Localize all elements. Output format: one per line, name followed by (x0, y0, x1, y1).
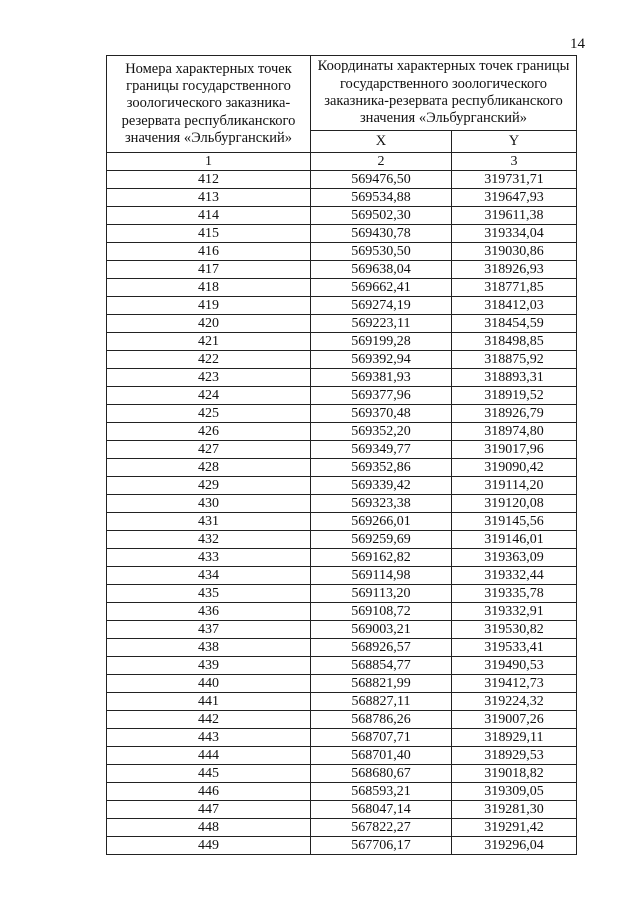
x-coordinate-cell: 567706,17 (311, 837, 452, 855)
point-number-cell: 425 (107, 405, 311, 423)
y-coordinate-cell: 318974,80 (452, 423, 577, 441)
y-coordinate-cell: 319412,73 (452, 675, 577, 693)
table-row (107, 207, 577, 225)
point-number-cell: 441 (107, 693, 311, 711)
x-coordinate-cell: 569113,20 (311, 585, 452, 603)
y-coordinate-cell: 318875,92 (452, 351, 577, 369)
point-number-cell: 433 (107, 549, 311, 567)
y-coordinate-cell: 319018,82 (452, 765, 577, 783)
y-coordinate-cell: 319332,91 (452, 603, 577, 621)
table-row (107, 783, 577, 801)
point-number-cell: 429 (107, 477, 311, 495)
x-coordinate-cell: 568854,77 (311, 657, 452, 675)
x-coordinate-cell: 568047,14 (311, 801, 452, 819)
header-coordinates: Координаты характерных точек границы государственного зоологического заказника-резервата республиканского значения «Эльбурганский» (311, 56, 577, 131)
y-coordinate-cell: 319291,42 (452, 819, 577, 837)
point-number-cell: 422 (107, 351, 311, 369)
table-row (107, 693, 577, 711)
x-coordinate-cell: 568926,57 (311, 639, 452, 657)
column-numbers-row (107, 153, 577, 171)
x-coordinate-cell: 569259,69 (311, 531, 452, 549)
x-coordinate-cell: 569162,82 (311, 549, 452, 567)
x-coordinate-cell: 568701,40 (311, 747, 452, 765)
column-number-1: 1 (107, 153, 311, 171)
point-number-cell: 431 (107, 513, 311, 531)
table-row (107, 567, 577, 585)
y-coordinate-cell: 319017,96 (452, 441, 577, 459)
point-number-cell: 426 (107, 423, 311, 441)
column-number-3: 3 (452, 153, 577, 171)
table-row (107, 603, 577, 621)
point-number-cell: 423 (107, 369, 311, 387)
table-row (107, 261, 577, 279)
table-row (107, 747, 577, 765)
x-coordinate-cell: 569339,42 (311, 477, 452, 495)
point-number-cell: 424 (107, 387, 311, 405)
y-coordinate-cell: 319363,09 (452, 549, 577, 567)
y-coordinate-cell: 319731,71 (452, 171, 577, 189)
point-number-cell: 430 (107, 495, 311, 513)
y-coordinate-cell: 319332,44 (452, 567, 577, 585)
y-coordinate-cell: 319647,93 (452, 189, 577, 207)
y-coordinate-cell: 319224,32 (452, 693, 577, 711)
x-coordinate-cell: 568821,99 (311, 675, 452, 693)
y-coordinate-cell: 319533,41 (452, 639, 577, 657)
table-row (107, 171, 577, 189)
y-coordinate-cell: 318498,85 (452, 333, 577, 351)
point-number-cell: 418 (107, 279, 311, 297)
point-number-cell: 444 (107, 747, 311, 765)
table-row (107, 495, 577, 513)
x-coordinate-cell: 569662,41 (311, 279, 452, 297)
y-coordinate-cell: 318412,03 (452, 297, 577, 315)
table-row (107, 423, 577, 441)
table-row (107, 711, 577, 729)
y-coordinate-cell: 319309,05 (452, 783, 577, 801)
y-coordinate-cell: 319030,86 (452, 243, 577, 261)
header-x: X (311, 131, 452, 153)
x-coordinate-cell: 567822,27 (311, 819, 452, 837)
x-coordinate-cell: 569530,50 (311, 243, 452, 261)
point-number-cell: 439 (107, 657, 311, 675)
table-row (107, 189, 577, 207)
x-coordinate-cell: 569377,96 (311, 387, 452, 405)
table-row (107, 459, 577, 477)
x-coordinate-cell: 569352,86 (311, 459, 452, 477)
y-coordinate-cell: 319007,26 (452, 711, 577, 729)
point-number-cell: 448 (107, 819, 311, 837)
x-coordinate-cell: 568827,11 (311, 693, 452, 711)
x-coordinate-cell: 569266,01 (311, 513, 452, 531)
point-number-cell: 449 (107, 837, 311, 855)
table-row (107, 675, 577, 693)
point-number-cell: 443 (107, 729, 311, 747)
y-coordinate-cell: 319296,04 (452, 837, 577, 855)
x-coordinate-cell: 568786,26 (311, 711, 452, 729)
x-coordinate-cell: 569370,48 (311, 405, 452, 423)
table-row (107, 531, 577, 549)
point-number-cell: 436 (107, 603, 311, 621)
table-row (107, 333, 577, 351)
y-coordinate-cell: 319114,20 (452, 477, 577, 495)
x-coordinate-cell: 569323,38 (311, 495, 452, 513)
point-number-cell: 428 (107, 459, 311, 477)
table-row (107, 297, 577, 315)
table-row (107, 513, 577, 531)
table-row (107, 765, 577, 783)
table-row (107, 387, 577, 405)
y-coordinate-cell: 319334,04 (452, 225, 577, 243)
x-coordinate-cell: 569199,28 (311, 333, 452, 351)
point-number-cell: 413 (107, 189, 311, 207)
table-row (107, 819, 577, 837)
table-row (107, 477, 577, 495)
point-number-cell: 416 (107, 243, 311, 261)
x-coordinate-cell: 569502,30 (311, 207, 452, 225)
table-row (107, 621, 577, 639)
y-coordinate-cell: 318926,93 (452, 261, 577, 279)
point-number-cell: 435 (107, 585, 311, 603)
table-row (107, 405, 577, 423)
point-number-cell: 440 (107, 675, 311, 693)
point-number-cell: 446 (107, 783, 311, 801)
x-coordinate-cell: 569476,50 (311, 171, 452, 189)
x-coordinate-cell: 569114,98 (311, 567, 452, 585)
x-coordinate-cell: 569381,93 (311, 369, 452, 387)
table-row (107, 801, 577, 819)
table-row (107, 243, 577, 261)
point-number-cell: 427 (107, 441, 311, 459)
y-coordinate-cell: 318929,11 (452, 729, 577, 747)
x-coordinate-cell: 568593,21 (311, 783, 452, 801)
table-row (107, 225, 577, 243)
table-row (107, 441, 577, 459)
y-coordinate-cell: 318771,85 (452, 279, 577, 297)
x-coordinate-cell: 569003,21 (311, 621, 452, 639)
table-row (107, 639, 577, 657)
header-y: Y (452, 131, 577, 153)
coordinates-table (106, 55, 577, 855)
table-row (107, 315, 577, 333)
point-number-cell: 442 (107, 711, 311, 729)
point-number-cell: 438 (107, 639, 311, 657)
column-number-2: 2 (311, 153, 452, 171)
point-number-cell: 414 (107, 207, 311, 225)
y-coordinate-cell: 319530,82 (452, 621, 577, 639)
y-coordinate-cell: 319146,01 (452, 531, 577, 549)
point-number-cell: 447 (107, 801, 311, 819)
y-coordinate-cell: 319281,30 (452, 801, 577, 819)
y-coordinate-cell: 318919,52 (452, 387, 577, 405)
x-coordinate-cell: 568707,71 (311, 729, 452, 747)
table-row (107, 657, 577, 675)
x-coordinate-cell: 569352,20 (311, 423, 452, 441)
y-coordinate-cell: 318893,31 (452, 369, 577, 387)
table-body (107, 171, 577, 855)
x-coordinate-cell: 569223,11 (311, 315, 452, 333)
point-number-cell: 421 (107, 333, 311, 351)
point-number-cell: 434 (107, 567, 311, 585)
x-coordinate-cell: 569638,04 (311, 261, 452, 279)
header-point-numbers: Номера характерных точек границы государственного зоологического заказника-резервата республиканского значения «Эльбурганский» (107, 56, 311, 153)
x-coordinate-cell: 569108,72 (311, 603, 452, 621)
x-coordinate-cell: 569349,77 (311, 441, 452, 459)
point-number-cell: 445 (107, 765, 311, 783)
table-row (107, 351, 577, 369)
y-coordinate-cell: 319090,42 (452, 459, 577, 477)
x-coordinate-cell: 569430,78 (311, 225, 452, 243)
y-coordinate-cell: 318929,53 (452, 747, 577, 765)
point-number-cell: 417 (107, 261, 311, 279)
table-row (107, 279, 577, 297)
point-number-cell: 415 (107, 225, 311, 243)
y-coordinate-cell: 318454,59 (452, 315, 577, 333)
y-coordinate-cell: 318926,79 (452, 405, 577, 423)
y-coordinate-cell: 319335,78 (452, 585, 577, 603)
y-coordinate-cell: 319611,38 (452, 207, 577, 225)
table-row (107, 729, 577, 747)
point-number-cell: 437 (107, 621, 311, 639)
x-coordinate-cell: 568680,67 (311, 765, 452, 783)
table-row (107, 549, 577, 567)
page-number: 14 (570, 36, 585, 52)
table-row (107, 369, 577, 387)
table-row (107, 837, 577, 855)
point-number-cell: 419 (107, 297, 311, 315)
y-coordinate-cell: 319120,08 (452, 495, 577, 513)
point-number-cell: 412 (107, 171, 311, 189)
y-coordinate-cell: 319145,56 (452, 513, 577, 531)
point-number-cell: 420 (107, 315, 311, 333)
table-header-row (107, 56, 577, 131)
x-coordinate-cell: 569274,19 (311, 297, 452, 315)
point-number-cell: 432 (107, 531, 311, 549)
x-coordinate-cell: 569534,88 (311, 189, 452, 207)
y-coordinate-cell: 319490,53 (452, 657, 577, 675)
x-coordinate-cell: 569392,94 (311, 351, 452, 369)
table-row (107, 585, 577, 603)
